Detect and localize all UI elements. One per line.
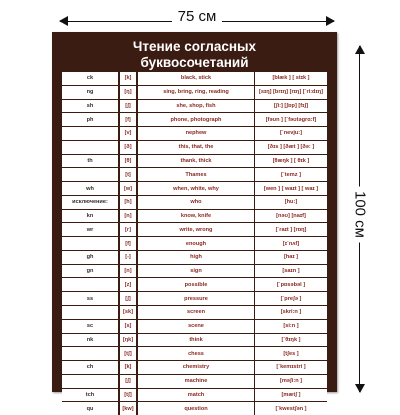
transcription-cell: [hu:] — [254, 196, 327, 209]
poster-board — [52, 32, 337, 412]
width-label: 75 см — [172, 8, 223, 25]
words-cell: enough — [185, 240, 207, 247]
arrow-up-icon — [355, 45, 365, 54]
transcription-cell: [ðɪs ] [ðæt ] [ðə: ] — [254, 141, 327, 154]
table-row — [62, 86, 327, 100]
sound-cell: [v] — [118, 127, 138, 140]
sound-cell: [k] — [118, 72, 138, 85]
letters-cell: ss — [86, 295, 94, 302]
table-row — [62, 292, 327, 306]
letters-cell: kn — [86, 213, 94, 220]
sound-cell: [ð] — [118, 141, 138, 154]
table-row — [62, 402, 327, 415]
transcription-cell: [ʃi:] [ʃɒp] [fɪʃ] — [254, 100, 327, 113]
table-row — [62, 168, 327, 182]
words-cell: who — [190, 199, 202, 206]
words-cell: this, that, the — [178, 144, 214, 151]
letters-cell: qu — [86, 405, 94, 412]
letters-cell — [62, 237, 118, 250]
sound-cell: [ʃ] — [118, 100, 138, 113]
letters-cell: ng — [86, 89, 94, 96]
transcription-cell: [fəʊn ] [`fəʊtəgrɑ:f] — [254, 113, 327, 126]
words-cell: thank, thick — [180, 157, 212, 164]
words-cell: sing, bring, ring, reading — [163, 89, 229, 96]
sound-cell: [f] — [118, 113, 138, 126]
poster-title — [52, 39, 337, 71]
title-line-1: Чтение согласных — [132, 39, 257, 54]
sound-cell: [tʃ] — [118, 347, 138, 360]
transcription-cell: [`pɒsəbəl ] — [254, 278, 327, 291]
letters-cell: wh — [86, 185, 94, 192]
words-cell: sign — [190, 268, 202, 275]
sound-cell: [θ] — [118, 155, 138, 168]
arrow-down-icon — [355, 384, 365, 393]
letters-cell: th — [87, 157, 93, 164]
transcription-cell: [`preʃə ] — [254, 292, 327, 305]
transcription-cell: [`kemɪstri ] — [254, 361, 327, 374]
transcription-cell: [nəʊ] [naɪf] — [254, 210, 327, 223]
letters-cell: gh — [86, 254, 94, 261]
sound-cell: [k] — [118, 361, 138, 374]
width-dimension — [60, 2, 334, 34]
words-cell: phone, photograph — [170, 116, 222, 123]
table-row — [62, 72, 327, 86]
table-row — [62, 113, 327, 127]
letters-cell — [62, 278, 118, 291]
sound-cell: [t] — [118, 168, 138, 181]
words-cell: know, knife — [180, 213, 212, 220]
transcription-cell: [skri:n ] — [254, 306, 327, 319]
table-row — [62, 210, 327, 224]
height-dimension — [344, 46, 378, 392]
letters-cell — [62, 375, 118, 388]
transcription-cell: [blæk ] [ stɪk ] — [254, 72, 327, 85]
words-cell: chemistry — [182, 364, 210, 371]
sound-cell: [-] — [118, 251, 138, 264]
height-label: 100 см — [352, 187, 369, 242]
letters-cell — [62, 347, 118, 360]
transcription-cell: [`kwestʃən ] — [254, 402, 327, 415]
sound-cell: [w] — [118, 182, 138, 195]
letters-cell: wr — [86, 226, 94, 233]
transcription-cell: [mætʃ ] — [254, 389, 327, 402]
table-row — [62, 375, 327, 389]
letters-cell: gn — [86, 268, 94, 275]
transcription-cell: [si:n ] — [254, 320, 327, 333]
sound-cell: [n] — [118, 265, 138, 278]
words-cell: possible — [184, 281, 208, 288]
words-cell: she, shop, fish — [176, 102, 216, 109]
table-row — [62, 361, 327, 375]
transcription-cell: [wen ] [ waɪt ] [ waɪ ] — [254, 182, 327, 195]
words-cell: match — [187, 391, 205, 398]
words-cell: when, white, why — [173, 185, 219, 192]
transcription-cell: [haɪ ] — [254, 251, 327, 264]
transcription-cell: [`raɪt ] [rɒŋ] — [254, 223, 327, 236]
sound-cell: [ŋ] — [118, 86, 138, 99]
sound-cell: [h] — [118, 196, 138, 209]
sound-cell: [n] — [118, 210, 138, 223]
table-row — [62, 306, 327, 320]
words-cell: black, stick — [180, 75, 212, 82]
table-row — [62, 155, 327, 169]
words-cell: Thames — [185, 171, 207, 178]
sound-cell: [ʃ] — [118, 292, 138, 305]
sound-cell: [r] — [118, 223, 138, 236]
transcription-cell: [məʃi:n ] — [254, 375, 327, 388]
table-row — [62, 251, 327, 265]
table-row — [62, 389, 327, 403]
table-row — [62, 278, 327, 292]
sound-cell: [sk] — [118, 306, 138, 319]
words-cell: high — [190, 254, 202, 261]
transcription-cell: [`nevju:] — [254, 127, 327, 140]
sound-cell: [kw] — [118, 402, 138, 415]
transcription-cell: [sɪŋ] [brɪŋ] [rɪŋ] [`ri:dɪŋ] — [254, 86, 327, 99]
table-row — [62, 141, 327, 155]
letters-cell — [62, 141, 118, 154]
sound-cell: [z] — [118, 278, 138, 291]
table-row — [62, 320, 327, 334]
letters-cell: ph — [86, 116, 94, 123]
table-row — [62, 347, 327, 361]
words-cell: question — [184, 405, 208, 412]
table-row — [62, 223, 327, 237]
words-cell: chess — [188, 350, 204, 357]
transcription-cell: [θæŋk ] [ θɪk ] — [254, 155, 327, 168]
letters-cell — [62, 306, 118, 319]
words-cell: screen — [186, 309, 206, 316]
sound-cell: [ŋk] — [118, 334, 138, 347]
letters-cell — [62, 127, 118, 140]
transcription-cell: [tʃes ] — [254, 347, 327, 360]
transcription-cell: [saɪn ] — [254, 265, 327, 278]
letters-cell: sc — [86, 323, 94, 330]
transcription-cell: [ɪ`nʌf] — [254, 237, 327, 250]
table-row — [62, 334, 327, 348]
letters-cell — [62, 168, 118, 181]
table-row — [62, 127, 327, 141]
letters-cell: sh — [86, 102, 94, 109]
words-cell: pressure — [184, 295, 208, 302]
transcription-cell: [`temz ] — [254, 168, 327, 181]
letters-cell: tch — [85, 391, 95, 398]
table-row — [62, 265, 327, 279]
words-cell: machine — [184, 378, 208, 385]
letters-cell: nk — [86, 336, 94, 343]
table-row — [62, 182, 327, 196]
letters-cell: ch — [86, 364, 94, 371]
sound-cell: [s] — [118, 320, 138, 333]
letters-cell: исключение: — [72, 199, 108, 206]
table-row — [62, 196, 327, 210]
title-line-2: буквосочетаний — [140, 55, 249, 70]
transcription-cell: [`θɪŋk ] — [254, 334, 327, 347]
words-cell: nephew — [185, 130, 207, 137]
words-cell: write, wrong — [179, 226, 213, 233]
rules-table — [62, 72, 327, 415]
table-row — [62, 100, 327, 114]
letters-cell: ck — [86, 75, 94, 82]
sound-cell: [f] — [118, 237, 138, 250]
sound-cell: [tʃ] — [118, 389, 138, 402]
words-cell: think — [189, 336, 203, 343]
table-row — [62, 237, 327, 251]
words-cell: scene — [188, 323, 204, 330]
sound-cell: [ʃ] — [118, 375, 138, 388]
